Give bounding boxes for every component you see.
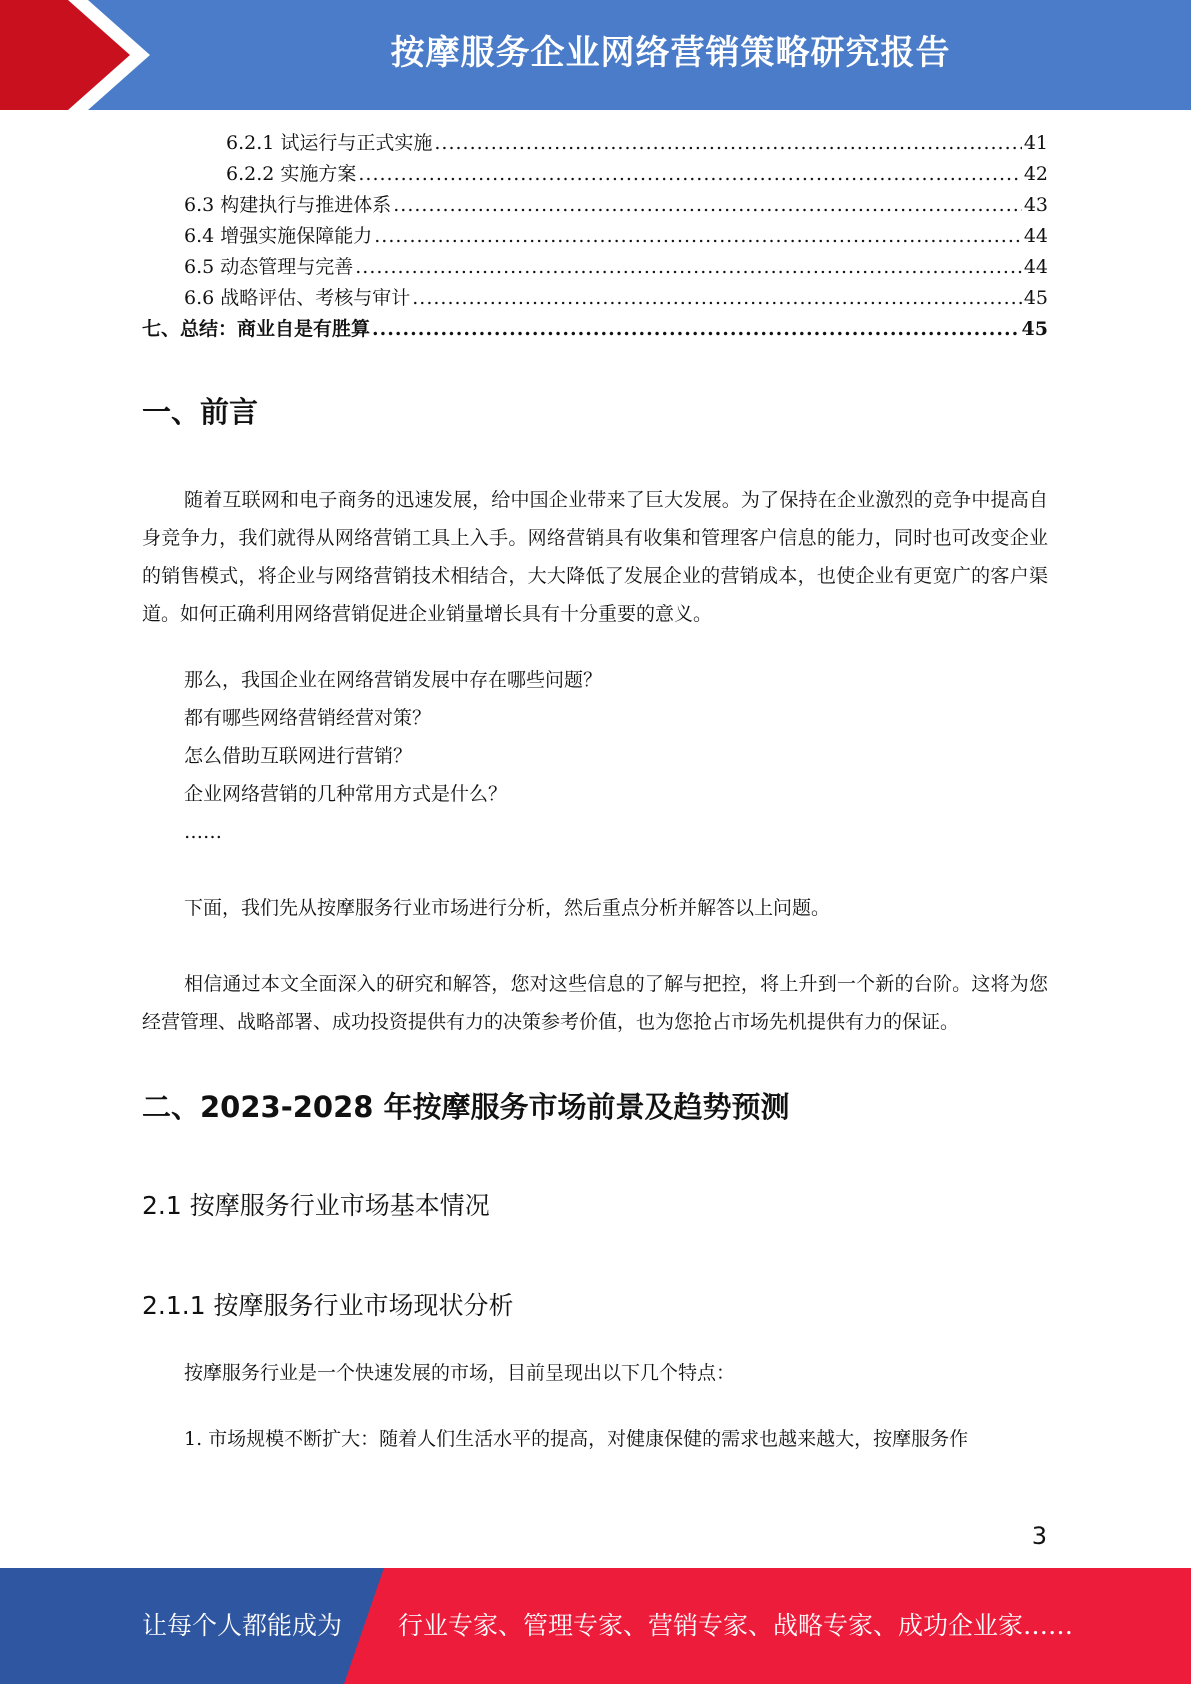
- question-line: 企业网络营销的几种常用方式是什么？: [184, 783, 508, 805]
- table-of-contents: [142, 128, 1048, 345]
- toc-leader: [374, 225, 1022, 247]
- toc-row[interactable]: [142, 190, 1048, 221]
- toc-page: 43: [1023, 194, 1048, 216]
- toc-row[interactable]: [142, 128, 1048, 159]
- page-number: 3: [1031, 1522, 1047, 1550]
- toc-label: 6.4 增强实施保障能力: [184, 225, 373, 247]
- page-footer: [0, 1568, 1191, 1684]
- paragraph: 下面，我们先从按摩服务行业市场进行分析，然后重点分析并解答以上问题。: [184, 897, 831, 919]
- toc-page: 44: [1023, 256, 1048, 278]
- toc-leader: [393, 194, 1022, 216]
- toc-page: 44: [1023, 225, 1048, 247]
- toc-leader: [434, 132, 1021, 154]
- toc-row[interactable]: [142, 314, 1048, 345]
- toc-leader: [372, 318, 1020, 340]
- toc-page: 45: [1023, 287, 1048, 309]
- question-line: ……: [184, 821, 222, 843]
- toc-label: 6.6 战略评估、考核与审计: [184, 287, 411, 309]
- toc-label: 6.5 动态管理与完善: [184, 256, 354, 278]
- toc-page: 42: [1023, 163, 1048, 185]
- toc-page: 41: [1023, 132, 1048, 154]
- toc-row[interactable]: [142, 283, 1048, 314]
- page-header: [0, 0, 1191, 110]
- toc-row[interactable]: [142, 159, 1048, 190]
- subsection-heading: 2.1 按摩服务行业市场基本情况: [142, 1191, 490, 1220]
- footer-slogan-right: 行业专家、管理专家、营销专家、战略专家、成功企业家……: [398, 1611, 1074, 1640]
- footer-slogan-left: 让每个人都能成为: [142, 1611, 343, 1640]
- toc-leader: [412, 287, 1022, 309]
- toc-leader: [355, 256, 1022, 278]
- paragraph: 相信通过本文全面深入的研究和解答，您对这些信息的了解与把控，将上升到一个新的台阶。这将为您经营管理、战略部署、成功投资提供有力的决策参考价值，也为您抢占市场先机提供有力的保证。: [142, 973, 1048, 1033]
- toc-leader: [358, 163, 1021, 185]
- toc-row[interactable]: [142, 252, 1048, 283]
- question-line: 那么，我国企业在网络营销发展中存在哪些问题？: [184, 669, 603, 691]
- question-line: 都有哪些网络营销经营对策？: [184, 707, 432, 729]
- header-title: 按摩服务企业网络营销策略研究报告: [390, 33, 951, 73]
- toc-label: 6.3 构建执行与推进体系: [184, 194, 392, 216]
- section-heading: 二、2023-2028 年按摩服务市场前景及趋势预测: [142, 1090, 790, 1124]
- paragraph: 随着互联网和电子商务的迅速发展，给中国企业带来了巨大发展。为了保持在企业激烈的竞争中提高自身竞争力，我们就得从网络营销工具上入手。网络营销具有收集和管理客户信息的能力，同时也可改变企业的销售模式，将企业与网络营销技术相结合，大大降低了发展企业的营销成本，也使企业有更宽广的客户渠道。如何正确利用网络营销促进企业销量增长具有十分重要的意义。: [142, 489, 1048, 625]
- toc-label: 6.2.1 试运行与正式实施: [226, 132, 433, 154]
- main-content: [142, 390, 1048, 1458]
- subsection-heading: 2.1.1 按摩服务行业市场现状分析: [142, 1291, 514, 1320]
- question-line: 怎么借助互联网进行营销？: [184, 745, 413, 767]
- toc-label: 6.2.2 实施方案: [226, 163, 357, 185]
- toc-row[interactable]: [142, 221, 1048, 252]
- toc-label: 七、总结：商业自是有胜算: [142, 318, 371, 340]
- toc-page: 45: [1021, 318, 1048, 340]
- paragraph: 1. 市场规模不断扩大：随着人们生活水平的提高，对健康保健的需求也越来越大，按摩服务作: [184, 1428, 969, 1450]
- section-heading: 一、前言: [142, 395, 259, 429]
- paragraph: 按摩服务行业是一个快速发展的市场，目前呈现出以下几个特点：: [184, 1362, 736, 1384]
